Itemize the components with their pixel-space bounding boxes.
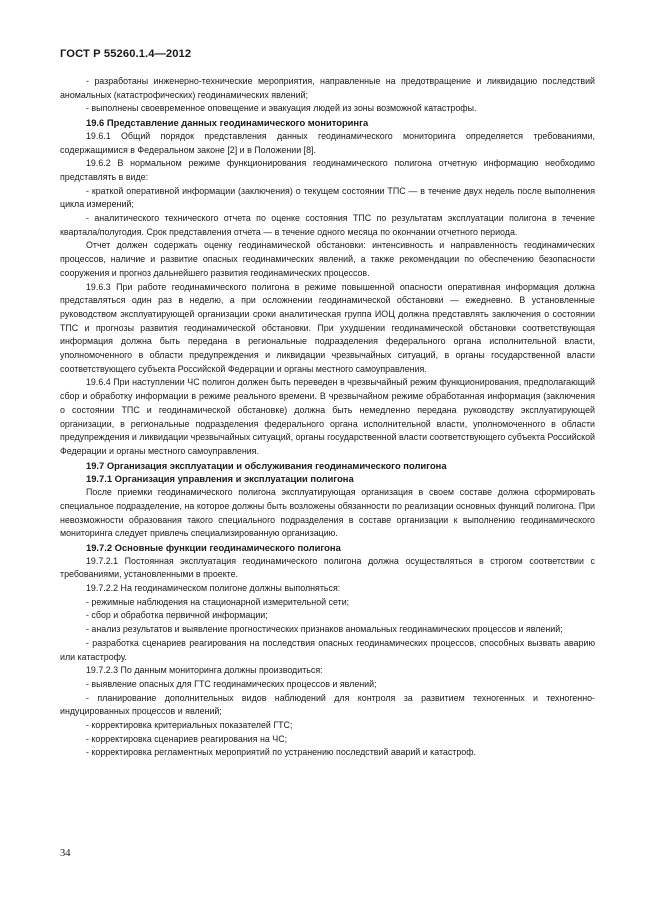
paragraph: 19.7.2.3 По данным мониторинга должны производиться: — [86, 665, 323, 676]
list-item: - корректировка сценариев реагирования на ЧС; — [86, 733, 288, 744]
list-item: - сбор и обработка первичной информации; — [86, 610, 268, 621]
list-item: - планирование дополнительных видов наблюдений для контроля за развитием техногенных и техногенно-индуцированных процессов и явлений; — [60, 692, 595, 717]
page-number: 34 — [60, 848, 71, 859]
subsection-heading: 19.7.1 Организация управления и эксплуатации полигона — [86, 473, 354, 485]
paragraph: 19.6.1 Общий порядок представления данных геодинамического мониторинга определяется требованиями, содержащимися в Федеральном законе [2] и в Положении [8]. — [60, 130, 595, 155]
paragraph: - аналитического технического отчета по оценке состояния ТПС по результатам эксплуатации полигона в течение квартала/полугодия. Срок представления отчета — в течение одного месяца по окончании отчетного периода. — [60, 213, 595, 237]
list-item: - выявление опасных для ГТС геодинамических процессов и явлений; — [86, 678, 377, 689]
paragraph: - разработаны инженерно-технические мероприятия, направленные на предотвращение и ликвидацию последствий аномальных (катастрофических) геодинамических явлений; — [60, 76, 595, 100]
list-item: - режимные наблюдения на стационарной измерительной сети; — [86, 596, 350, 607]
document-header: ГОСТ Р 55260.1.4—2012 — [60, 48, 192, 60]
list-item: - разработка сценариев реагирования на последствия опасных геодинамических процессов, способных вызвать аварию или катастрофу. — [60, 637, 595, 662]
paragraph: 19.7.2.1 Постоянная эксплуатация геодинамического полигона должна осуществляться в строгом соответствии с требованиями, установленными в проекте. — [60, 555, 595, 580]
paragraph: Отчет должен содержать оценку геодинамической обстановки: интенсивность и направленность геодинамических процессов, наличие и развитие опасных геодинамических явлений, а также рекомендации по обеспечению безопасности сооружения и прогноз дальнейшего развития геодинамических процессов. — [60, 240, 595, 278]
paragraph: - выполнены своевременное оповещение и эвакуация людей из зоны возможной катастрофы. — [86, 103, 477, 114]
paragraph: 19.6.3 При работе геодинамического полигона в режиме повышенной опасности оперативная информация должна представляться один раз в неделю, а при осложнении геодинамической обстановки — ежедневно. В установленные руководством эксплуатирующей организации сроки аналитическая группа ИОЦ должна представлять заключения о состоянии ТПС и прогнозы развития геодинамической обстановки. При ухудшении геодинамической обстановки соответствующая информация должна быть передана в региональные подразделения федерального органа исполнительной власти, уполномоченного в области предупреждения и ликвидации чрезвычайных ситуаций, в органы государственной власти соответствующего субъекта Российской Федерации и органы местного самоуправления. — [60, 281, 595, 374]
list-item: - анализ результатов и выявление прогностических признаков аномальных геодинамических процессов и явлений; — [86, 624, 563, 635]
section-heading: 19.6 Представление данных геодинамического мониторинга — [86, 117, 369, 129]
list-item: - корректировка регламентных мероприятий по устранению последствий аварий и катастроф. — [86, 747, 476, 758]
document-body — [60, 75, 595, 760]
subsection-heading: 19.7.2 Основные функции геодинамического полигона — [86, 541, 341, 553]
paragraph: 19.7.2.2 На геодинамическом полигоне должны выполняться: — [86, 583, 341, 594]
section-heading: 19.7 Организация эксплуатации и обслуживания геодинамического полигона — [86, 459, 447, 471]
paragraph: 19.6.4 При наступлении ЧС полигон должен быть переведен в чрезвычайный режим функционирования, предполагающий сбор и обработку информации в режиме реального времени. В чрезвычайном режиме обработанная информация (заключения о состоянии ТПС и геодинамической обстановке) должна быть немедленно передана руководству эксплуатирующей организации, в региональные подразделения федерального органа исполнительной власти, уполномоченного в области предупреждения и ликвидации чрезвычайных ситуаций, органы государственной власти соответствующего субъекта Российской Федерации и органы местного самоуправления. — [60, 377, 595, 456]
paragraph: 19.6.2 В нормальном режиме функционирования геодинамического полигона отчетную информацию необходимо представлять в виде: — [60, 158, 595, 182]
paragraph: - краткой оперативной информации (заключения) о текущем состоянии ТПС — в течение двух недель после выполнения цикла измерений; — [60, 185, 595, 210]
paragraph: После приемки геодинамического полигона эксплуатирующая организация в своем составе должна сформировать специальное подразделение, на которое должны быть возложены обязанности по реализации основных функций полигона. При невозможности образования такого специального подразделения в составе организации к выполнению геодинамического мониторинга следует привлечь специализированную организацию. — [60, 487, 595, 539]
list-item: - корректировка критериальных показателей ГТС; — [86, 720, 293, 731]
